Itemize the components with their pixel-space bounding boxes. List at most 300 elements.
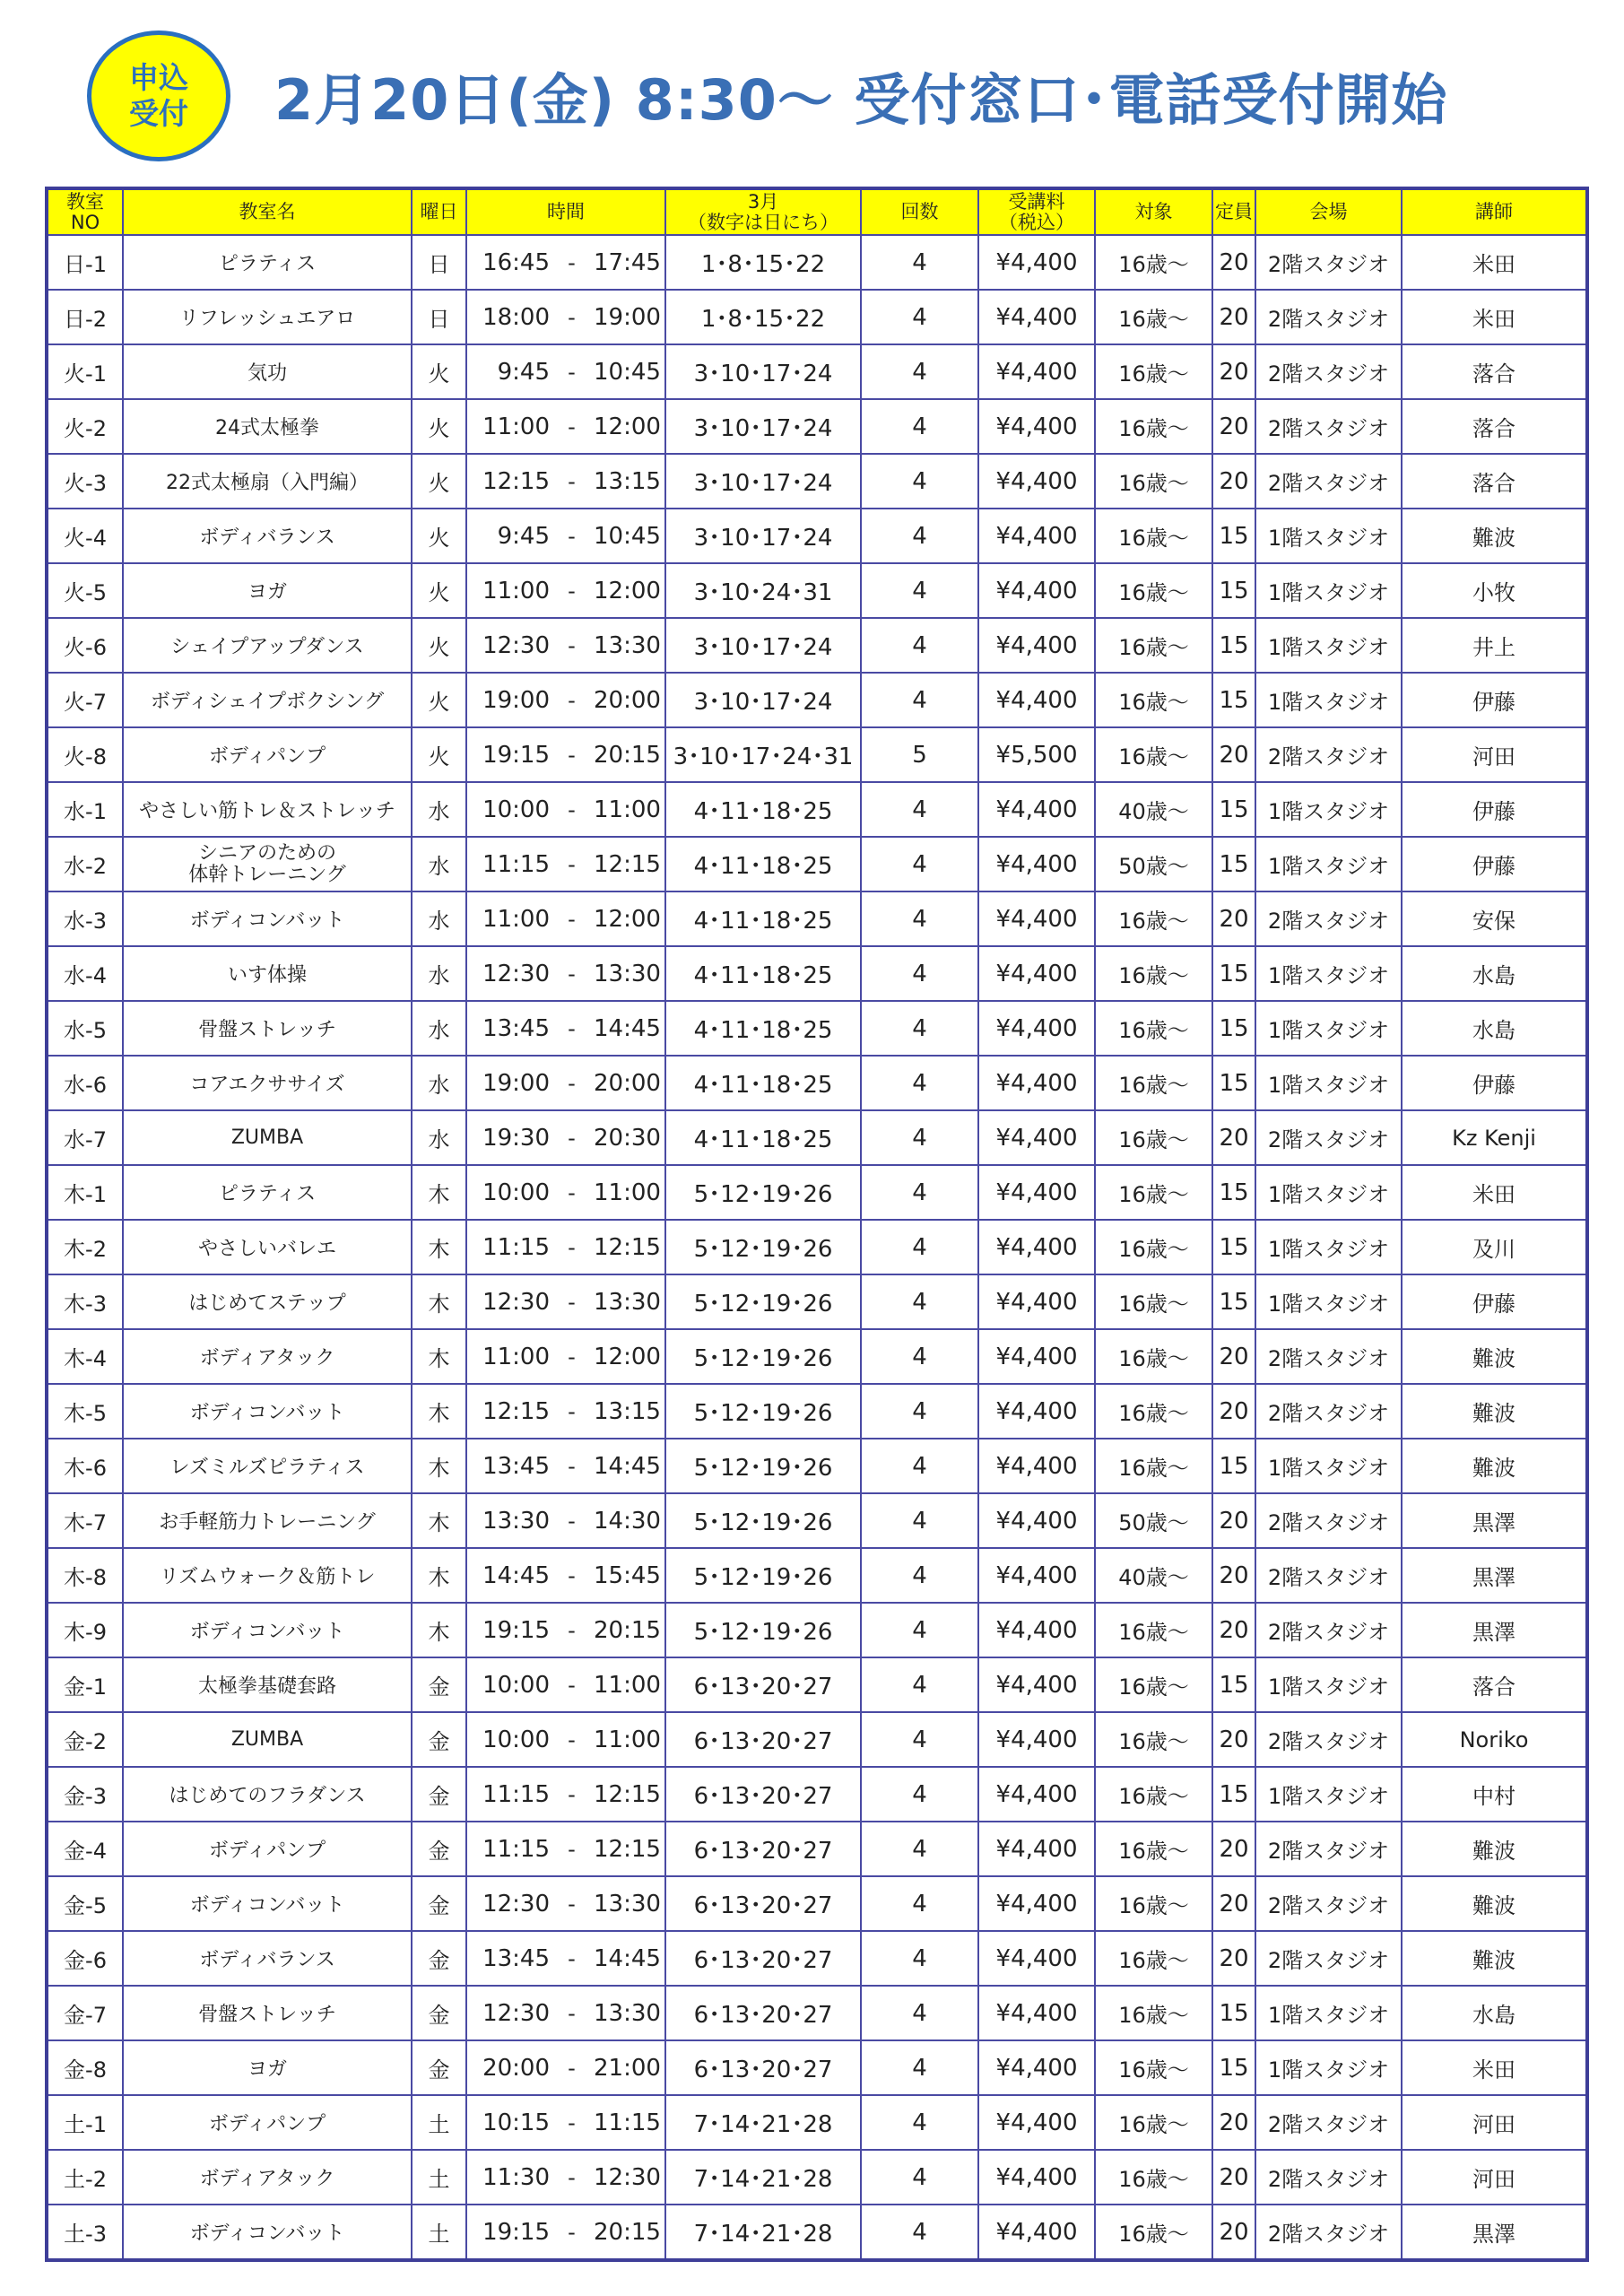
cell-day: 火 — [412, 618, 466, 673]
cell-name: ボディパンプ — [123, 1822, 412, 1876]
cell-name: ボディアタック — [123, 1329, 412, 1384]
cell-count: 4 — [861, 1876, 978, 1931]
table-row — [47, 1439, 1587, 1493]
cell-name: 24式太極拳 — [123, 399, 412, 454]
cell-start-time: 12:30 — [466, 1274, 560, 1329]
cell-no: 火-8 — [47, 727, 123, 782]
cell-venue: 1階スタジオ — [1255, 563, 1402, 618]
cell-start-time: 11:00 — [466, 563, 560, 618]
cell-no: 水-6 — [47, 1056, 123, 1110]
cell-start-time: 19:15 — [466, 727, 560, 782]
cell-fee: ¥4,400 — [978, 837, 1095, 891]
table-row — [47, 727, 1587, 782]
cell-venue: 1階スタジオ — [1255, 946, 1402, 1001]
cell-no: 火-4 — [47, 509, 123, 563]
schedule-table-wrapper — [45, 187, 1585, 2262]
cell-end-time: 20:15 — [583, 2205, 665, 2260]
cell-time-separator: - — [560, 1712, 583, 1767]
cell-venue: 2階スタジオ — [1255, 1603, 1402, 1657]
cell-name: リフレッシュエアロ — [123, 290, 412, 344]
cell-start-time: 14:45 — [466, 1548, 560, 1603]
col-header-dates: 3月 （数字は日にち） — [665, 188, 861, 235]
cell-no: 土-2 — [47, 2150, 123, 2205]
cell-target: 50歳～ — [1095, 837, 1212, 891]
cell-venue: 2階スタジオ — [1255, 1876, 1402, 1931]
badge-line-1: 申込 — [129, 60, 188, 95]
cell-no: 木-7 — [47, 1493, 123, 1548]
cell-start-time: 11:00 — [466, 891, 560, 946]
cell-no: 水-5 — [47, 1001, 123, 1056]
cell-start-time: 9:45 — [466, 509, 560, 563]
cell-no: 日-2 — [47, 290, 123, 344]
cell-end-time: 12:00 — [583, 563, 665, 618]
cell-end-time: 20:00 — [583, 1056, 665, 1110]
cell-time-separator: - — [560, 837, 583, 891]
cell-capacity: 20 — [1212, 344, 1255, 399]
cell-day: 木 — [412, 1548, 466, 1603]
table-row — [47, 454, 1587, 509]
cell-end-time: 12:30 — [583, 2150, 665, 2205]
table-row — [47, 2040, 1587, 2095]
cell-capacity: 20 — [1212, 1493, 1255, 1548]
cell-time-separator: - — [560, 509, 583, 563]
cell-name: ボディパンプ — [123, 2095, 412, 2150]
cell-instructor: 河田 — [1402, 727, 1587, 782]
cell-capacity: 20 — [1212, 290, 1255, 344]
cell-start-time: 12:30 — [466, 1986, 560, 2040]
cell-target: 16歳～ — [1095, 727, 1212, 782]
cell-target: 16歳～ — [1095, 1822, 1212, 1876]
cell-capacity: 15 — [1212, 782, 1255, 837]
cell-no: 金-5 — [47, 1876, 123, 1931]
cell-name: 22式太極扇（入門編） — [123, 454, 412, 509]
table-row — [47, 1165, 1587, 1220]
cell-target: 16歳～ — [1095, 1767, 1212, 1822]
col-header-count: 回数 — [861, 188, 978, 235]
cell-count: 4 — [861, 344, 978, 399]
cell-day: 水 — [412, 891, 466, 946]
cell-end-time: 14:45 — [583, 1439, 665, 1493]
cell-venue: 1階スタジオ — [1255, 1767, 1402, 1822]
cell-dates: 6･13･20･27 — [665, 1931, 861, 1986]
cell-venue: 2階スタジオ — [1255, 1548, 1402, 1603]
cell-start-time: 13:45 — [466, 1439, 560, 1493]
cell-end-time: 11:00 — [583, 1165, 665, 1220]
table-row — [47, 946, 1587, 1001]
cell-time-separator: - — [560, 618, 583, 673]
badge-line-2: 受付 — [129, 96, 188, 131]
cell-day: 火 — [412, 344, 466, 399]
cell-day: 水 — [412, 782, 466, 837]
col-header-name: 教室名 — [123, 188, 412, 235]
cell-fee: ¥4,400 — [978, 673, 1095, 727]
cell-day: 金 — [412, 1986, 466, 2040]
col-header-fee: 受講料 （税込） — [978, 188, 1095, 235]
cell-target: 16歳～ — [1095, 891, 1212, 946]
cell-day: 日 — [412, 290, 466, 344]
cell-start-time: 11:15 — [466, 837, 560, 891]
cell-end-time: 13:30 — [583, 1986, 665, 2040]
cell-dates: 4･11･18･25 — [665, 946, 861, 1001]
table-row — [47, 1220, 1587, 1274]
cell-venue: 2階スタジオ — [1255, 1384, 1402, 1439]
cell-venue: 1階スタジオ — [1255, 1986, 1402, 2040]
cell-target: 40歳～ — [1095, 1548, 1212, 1603]
cell-start-time: 18:00 — [466, 290, 560, 344]
cell-count: 4 — [861, 1822, 978, 1876]
cell-day: 木 — [412, 1493, 466, 1548]
cell-time-separator: - — [560, 563, 583, 618]
cell-count: 4 — [861, 673, 978, 727]
table-row — [47, 1329, 1587, 1384]
cell-no: 金-7 — [47, 1986, 123, 2040]
cell-capacity: 20 — [1212, 1110, 1255, 1165]
cell-instructor: 伊藤 — [1402, 837, 1587, 891]
table-row — [47, 1548, 1587, 1603]
cell-dates: 6･13･20･27 — [665, 1822, 861, 1876]
cell-name: はじめてステップ — [123, 1274, 412, 1329]
cell-capacity: 20 — [1212, 727, 1255, 782]
cell-dates: 5･12･19･26 — [665, 1439, 861, 1493]
cell-count: 4 — [861, 1439, 978, 1493]
cell-no: 火-7 — [47, 673, 123, 727]
cell-name: レズミルズピラティス — [123, 1439, 412, 1493]
table-row — [47, 891, 1587, 946]
cell-start-time: 13:30 — [466, 1493, 560, 1548]
cell-capacity: 20 — [1212, 2095, 1255, 2150]
cell-instructor: 及川 — [1402, 1220, 1587, 1274]
cell-start-time: 11:00 — [466, 1329, 560, 1384]
cell-venue: 1階スタジオ — [1255, 1220, 1402, 1274]
cell-time-separator: - — [560, 1329, 583, 1384]
cell-dates: 6･13･20･27 — [665, 1767, 861, 1822]
col-header-venue: 会場 — [1255, 188, 1402, 235]
cell-no: 水-7 — [47, 1110, 123, 1165]
cell-fee: ¥4,400 — [978, 1329, 1095, 1384]
cell-target: 16歳～ — [1095, 235, 1212, 290]
cell-start-time: 12:30 — [466, 618, 560, 673]
cell-venue: 2階スタジオ — [1255, 290, 1402, 344]
cell-name: ヨガ — [123, 2040, 412, 2095]
cell-count: 4 — [861, 1056, 978, 1110]
cell-capacity: 15 — [1212, 563, 1255, 618]
cell-capacity: 20 — [1212, 399, 1255, 454]
cell-name: ボディコンバット — [123, 1384, 412, 1439]
cell-fee: ¥4,400 — [978, 1603, 1095, 1657]
cell-name: リズムウォーク＆筋トレ — [123, 1548, 412, 1603]
cell-venue: 1階スタジオ — [1255, 509, 1402, 563]
cell-end-time: 13:30 — [583, 618, 665, 673]
cell-start-time: 19:00 — [466, 673, 560, 727]
cell-instructor: 黒澤 — [1402, 2205, 1587, 2260]
cell-dates: 5･12･19･26 — [665, 1493, 861, 1548]
cell-start-time: 12:30 — [466, 946, 560, 1001]
cell-venue: 1階スタジオ — [1255, 1439, 1402, 1493]
cell-name: ボディアタック — [123, 2150, 412, 2205]
cell-end-time: 13:15 — [583, 1384, 665, 1439]
cell-count: 4 — [861, 837, 978, 891]
cell-time-separator: - — [560, 2095, 583, 2150]
cell-capacity: 20 — [1212, 1603, 1255, 1657]
cell-no: 火-3 — [47, 454, 123, 509]
cell-instructor: 井上 — [1402, 618, 1587, 673]
cell-end-time: 14:30 — [583, 1493, 665, 1548]
cell-name: ボディパンプ — [123, 727, 412, 782]
cell-day: 金 — [412, 2040, 466, 2095]
cell-start-time: 9:45 — [466, 344, 560, 399]
cell-time-separator: - — [560, 1001, 583, 1056]
cell-fee: ¥4,400 — [978, 1384, 1095, 1439]
table-row — [47, 235, 1587, 290]
cell-end-time: 13:30 — [583, 946, 665, 1001]
cell-fee: ¥4,400 — [978, 1657, 1095, 1712]
cell-end-time: 20:15 — [583, 727, 665, 782]
cell-day: 金 — [412, 1712, 466, 1767]
page-title: 2月20日(金) 8:30～ 受付窓口･電話受付開始 — [274, 67, 1448, 133]
cell-fee: ¥4,400 — [978, 1220, 1095, 1274]
cell-target: 16歳～ — [1095, 290, 1212, 344]
cell-name: シェイプアップダンス — [123, 618, 412, 673]
table-row — [47, 344, 1587, 399]
col-header-day: 曜日 — [412, 188, 466, 235]
cell-capacity: 15 — [1212, 1165, 1255, 1220]
cell-target: 50歳～ — [1095, 1493, 1212, 1548]
cell-count: 4 — [861, 563, 978, 618]
cell-count: 4 — [861, 1165, 978, 1220]
cell-no: 土-1 — [47, 2095, 123, 2150]
cell-dates: 6･13･20･27 — [665, 1712, 861, 1767]
cell-end-time: 13:30 — [583, 1876, 665, 1931]
cell-instructor: 米田 — [1402, 1165, 1587, 1220]
col-header-instructor: 講師 — [1402, 188, 1587, 235]
cell-count: 4 — [861, 1384, 978, 1439]
table-row — [47, 782, 1587, 837]
cell-fee: ¥4,400 — [978, 1822, 1095, 1876]
cell-day: 土 — [412, 2095, 466, 2150]
cell-name — [123, 837, 412, 891]
cell-start-time: 11:15 — [466, 1822, 560, 1876]
cell-instructor: 難波 — [1402, 1439, 1587, 1493]
cell-end-time: 11:15 — [583, 2095, 665, 2150]
cell-count: 4 — [861, 1603, 978, 1657]
col-header-time: 時間 — [466, 188, 665, 235]
cell-fee: ¥4,400 — [978, 1548, 1095, 1603]
cell-venue: 2階スタジオ — [1255, 1493, 1402, 1548]
cell-time-separator: - — [560, 235, 583, 290]
cell-venue: 2階スタジオ — [1255, 1110, 1402, 1165]
cell-fee: ¥4,400 — [978, 235, 1095, 290]
cell-venue: 1階スタジオ — [1255, 618, 1402, 673]
table-row — [47, 673, 1587, 727]
cell-start-time: 10:15 — [466, 2095, 560, 2150]
cell-fee: ¥4,400 — [978, 782, 1095, 837]
cell-venue: 1階スタジオ — [1255, 1056, 1402, 1110]
cell-time-separator: - — [560, 1657, 583, 1712]
cell-name: はじめてのフラダンス — [123, 1767, 412, 1822]
cell-day: 金 — [412, 1931, 466, 1986]
cell-capacity: 20 — [1212, 1329, 1255, 1384]
cell-venue: 2階スタジオ — [1255, 235, 1402, 290]
cell-dates: 5･12･19･26 — [665, 1274, 861, 1329]
cell-no: 水-3 — [47, 891, 123, 946]
cell-name: やさしい筋トレ＆ストレッチ — [123, 782, 412, 837]
cell-target: 16歳～ — [1095, 1165, 1212, 1220]
cell-name: お手軽筋力トレーニング — [123, 1493, 412, 1548]
cell-name: ZUMBA — [123, 1110, 412, 1165]
cell-time-separator: - — [560, 1767, 583, 1822]
cell-dates: 3･10･17･24 — [665, 454, 861, 509]
cell-no: 火-1 — [47, 344, 123, 399]
cell-target: 16歳～ — [1095, 1220, 1212, 1274]
cell-time-separator: - — [560, 454, 583, 509]
cell-capacity: 20 — [1212, 2205, 1255, 2260]
cell-count: 4 — [861, 1548, 978, 1603]
cell-name: やさしいバレエ — [123, 1220, 412, 1274]
cell-no: 水-1 — [47, 782, 123, 837]
cell-end-time: 20:30 — [583, 1110, 665, 1165]
cell-capacity: 20 — [1212, 1548, 1255, 1603]
cell-time-separator: - — [560, 1876, 583, 1931]
cell-venue: 2階スタジオ — [1255, 2150, 1402, 2205]
cell-day: 火 — [412, 563, 466, 618]
cell-day: 木 — [412, 1165, 466, 1220]
cell-dates: 6･13･20･27 — [665, 1986, 861, 2040]
cell-venue: 2階スタジオ — [1255, 2205, 1402, 2260]
cell-dates: 3･10･17･24 — [665, 673, 861, 727]
cell-count: 4 — [861, 1657, 978, 1712]
cell-count: 4 — [861, 235, 978, 290]
cell-dates: 7･14･21･28 — [665, 2150, 861, 2205]
cell-target: 16歳～ — [1095, 1110, 1212, 1165]
cell-day: 金 — [412, 1657, 466, 1712]
cell-end-time: 14:45 — [583, 1931, 665, 1986]
cell-count: 4 — [861, 290, 978, 344]
cell-end-time: 13:30 — [583, 1274, 665, 1329]
cell-dates: 6･13･20･27 — [665, 1657, 861, 1712]
cell-instructor: 落合 — [1402, 1657, 1587, 1712]
cell-capacity: 20 — [1212, 454, 1255, 509]
cell-capacity: 15 — [1212, 2040, 1255, 2095]
cell-end-time: 21:00 — [583, 2040, 665, 2095]
cell-capacity: 15 — [1212, 1274, 1255, 1329]
cell-start-time: 10:00 — [466, 782, 560, 837]
cell-dates: 3･10･24･31 — [665, 563, 861, 618]
cell-target: 16歳～ — [1095, 2205, 1212, 2260]
cell-fee: ¥4,400 — [978, 344, 1095, 399]
cell-name: ボディバランス — [123, 1931, 412, 1986]
cell-capacity: 20 — [1212, 891, 1255, 946]
cell-target: 16歳～ — [1095, 1001, 1212, 1056]
cell-count: 5 — [861, 727, 978, 782]
cell-name: ZUMBA — [123, 1712, 412, 1767]
cell-instructor: 黒澤 — [1402, 1493, 1587, 1548]
cell-day: 木 — [412, 1274, 466, 1329]
cell-no: 木-6 — [47, 1439, 123, 1493]
cell-no: 水-4 — [47, 946, 123, 1001]
table-row — [47, 1056, 1587, 1110]
cell-day: 火 — [412, 454, 466, 509]
cell-count: 4 — [861, 946, 978, 1001]
cell-end-time: 10:45 — [583, 344, 665, 399]
cell-venue: 2階スタジオ — [1255, 891, 1402, 946]
cell-count: 4 — [861, 1329, 978, 1384]
cell-day: 水 — [412, 1110, 466, 1165]
cell-capacity: 20 — [1212, 1712, 1255, 1767]
cell-instructor: 伊藤 — [1402, 782, 1587, 837]
cell-fee: ¥4,400 — [978, 1493, 1095, 1548]
cell-fee: ¥4,400 — [978, 1274, 1095, 1329]
cell-time-separator: - — [560, 782, 583, 837]
cell-target: 16歳～ — [1095, 1439, 1212, 1493]
cell-start-time: 11:00 — [466, 399, 560, 454]
cell-instructor: 中村 — [1402, 1767, 1587, 1822]
cell-instructor: 河田 — [1402, 2150, 1587, 2205]
cell-start-time: 16:45 — [466, 235, 560, 290]
cell-instructor: 米田 — [1402, 290, 1587, 344]
cell-start-time: 10:00 — [466, 1712, 560, 1767]
cell-name: ピラティス — [123, 235, 412, 290]
cell-time-separator: - — [560, 1110, 583, 1165]
cell-target: 16歳～ — [1095, 1384, 1212, 1439]
table-row — [47, 618, 1587, 673]
cell-end-time: 12:15 — [583, 1822, 665, 1876]
cell-instructor: Kz Kenji — [1402, 1110, 1587, 1165]
cell-instructor: 難波 — [1402, 1329, 1587, 1384]
cell-dates: 3･10･17･24 — [665, 618, 861, 673]
cell-no: 金-8 — [47, 2040, 123, 2095]
cell-end-time: 13:15 — [583, 454, 665, 509]
cell-capacity: 15 — [1212, 1001, 1255, 1056]
cell-day: 水 — [412, 837, 466, 891]
cell-target: 16歳～ — [1095, 1986, 1212, 2040]
cell-venue: 2階スタジオ — [1255, 2095, 1402, 2150]
cell-no: 火-5 — [47, 563, 123, 618]
cell-name: 骨盤ストレッチ — [123, 1986, 412, 2040]
table-row — [47, 399, 1587, 454]
cell-count: 4 — [861, 1001, 978, 1056]
cell-fee: ¥4,400 — [978, 1001, 1095, 1056]
cell-instructor: 水島 — [1402, 1986, 1587, 2040]
schedule-table — [45, 187, 1589, 2262]
cell-no: 火-6 — [47, 618, 123, 673]
cell-venue: 2階スタジオ — [1255, 344, 1402, 399]
cell-time-separator: - — [560, 1986, 583, 2040]
cell-capacity: 15 — [1212, 1767, 1255, 1822]
cell-count: 4 — [861, 1274, 978, 1329]
cell-no: 水-2 — [47, 837, 123, 891]
cell-start-time: 10:00 — [466, 1657, 560, 1712]
cell-name: 気功 — [123, 344, 412, 399]
cell-end-time: 12:15 — [583, 1220, 665, 1274]
cell-instructor: 落合 — [1402, 454, 1587, 509]
cell-name: いす体操 — [123, 946, 412, 1001]
cell-fee: ¥4,400 — [978, 1986, 1095, 2040]
cell-time-separator: - — [560, 1548, 583, 1603]
cell-count: 4 — [861, 454, 978, 509]
cell-time-separator: - — [560, 946, 583, 1001]
cell-count: 4 — [861, 891, 978, 946]
cell-dates: 3･10･17･24 — [665, 344, 861, 399]
cell-venue: 1階スタジオ — [1255, 782, 1402, 837]
table-row — [47, 563, 1587, 618]
cell-capacity: 15 — [1212, 1056, 1255, 1110]
cell-count: 4 — [861, 782, 978, 837]
cell-time-separator: - — [560, 1439, 583, 1493]
cell-time-separator: - — [560, 2205, 583, 2260]
cell-dates: 7･14･21･28 — [665, 2205, 861, 2260]
cell-venue: 1階スタジオ — [1255, 2040, 1402, 2095]
cell-time-separator: - — [560, 1822, 583, 1876]
